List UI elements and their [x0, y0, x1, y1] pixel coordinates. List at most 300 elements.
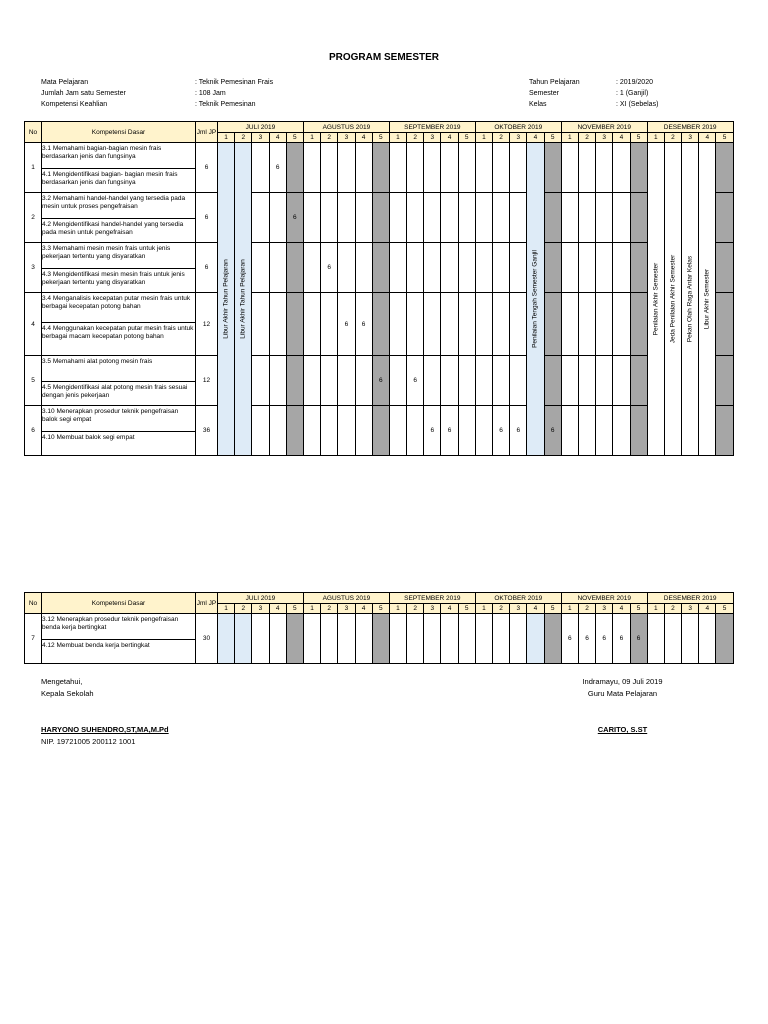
info-label: Kelas — [529, 101, 547, 108]
week-cell: 6 — [613, 614, 630, 664]
signature-right — [560, 676, 685, 736]
vertical-label: Libur Akhir Tahun Pelajaran — [239, 259, 247, 339]
week-cell — [510, 614, 527, 664]
week-cell — [716, 243, 733, 293]
week-cell — [561, 193, 578, 243]
week-header: 1 — [561, 604, 578, 614]
week-header: 5 — [716, 604, 733, 614]
page-title: PROGRAM SEMESTER — [328, 52, 439, 63]
row-number: 7 — [25, 614, 42, 664]
week-cell — [682, 614, 699, 664]
info-label: Mata Pelajaran — [41, 79, 89, 86]
week-cell — [578, 356, 595, 406]
week-cell — [269, 293, 286, 356]
week-header: 5 — [630, 604, 647, 614]
week-header: 3 — [682, 133, 699, 143]
week-cell: 6 — [338, 293, 355, 356]
jml-jp: 36 — [196, 406, 218, 456]
week-header: 3 — [252, 133, 269, 143]
week-cell: 6 — [372, 356, 389, 406]
week-cell — [424, 243, 441, 293]
week-cell — [424, 193, 441, 243]
month-header: AGUSTUS 2019 — [303, 593, 389, 604]
week-cell — [630, 143, 647, 193]
jml-jp: 12 — [196, 356, 218, 406]
week-cell — [578, 243, 595, 293]
week-cell — [407, 193, 424, 243]
week-cell — [321, 193, 338, 243]
week-cell — [561, 243, 578, 293]
vertical-label: Penilaian Akhir Semester — [652, 262, 660, 336]
week-header: 2 — [493, 604, 510, 614]
week-cell — [458, 143, 475, 193]
sign-left-line1: Mengetahui, — [41, 677, 83, 686]
kompetensi-dasar-4: 4.5 Mengidentifikasi alat potong mesin frais sesuai dengan jenis pekerjaan — [42, 382, 196, 406]
week-cell — [613, 356, 630, 406]
week-cell — [630, 356, 647, 406]
week-cell — [596, 356, 613, 406]
week-cell: 6 — [321, 243, 338, 293]
week-header: 1 — [647, 133, 664, 143]
week-header: 3 — [510, 604, 527, 614]
table-row — [25, 356, 734, 382]
week-header: 1 — [218, 133, 235, 143]
week-cell: 6 — [578, 614, 595, 664]
week-header: 4 — [613, 604, 630, 614]
week-cell — [355, 614, 372, 664]
week-cell — [510, 143, 527, 193]
week-cell — [303, 193, 320, 243]
week-cell — [424, 356, 441, 406]
week-header: 4 — [613, 133, 630, 143]
week-cell — [613, 293, 630, 356]
week-cell — [252, 143, 269, 193]
week-header: 4 — [699, 133, 716, 143]
week-header: 3 — [338, 133, 355, 143]
week-cell — [252, 193, 269, 243]
week-cell — [458, 406, 475, 456]
week-cell — [338, 356, 355, 406]
week-cell — [544, 614, 561, 664]
week-cell — [716, 614, 733, 664]
vertical-label-cell — [527, 143, 544, 456]
week-cell — [424, 143, 441, 193]
jml-jp: 6 — [196, 143, 218, 193]
week-cell — [578, 193, 595, 243]
kompetensi-dasar-3: 3.5 Memahami alat potong mesin frais — [42, 356, 196, 382]
week-cell — [252, 406, 269, 456]
month-header: AGUSTUS 2019 — [303, 122, 389, 133]
week-cell — [544, 143, 561, 193]
week-cell — [321, 293, 338, 356]
week-cell — [510, 193, 527, 243]
week-cell — [355, 356, 372, 406]
week-cell — [458, 614, 475, 664]
week-cell — [389, 293, 406, 356]
week-cell — [372, 293, 389, 356]
week-cell — [269, 614, 286, 664]
row-number: 6 — [25, 406, 42, 456]
week-cell — [303, 406, 320, 456]
week-cell — [338, 143, 355, 193]
week-cell — [510, 293, 527, 356]
week-header: 2 — [407, 604, 424, 614]
kompetensi-dasar-4: 4.2 Mengidentifikasi handel-handel yang tersedia pada mesin untuk pengefraisan — [42, 219, 196, 243]
table-row — [25, 243, 734, 269]
week-cell — [269, 406, 286, 456]
week-header: 5 — [544, 133, 561, 143]
week-header: 2 — [664, 604, 681, 614]
week-header: 5 — [544, 604, 561, 614]
sign-right-line1: Indramayu, 09 Juli 2019 — [582, 677, 663, 686]
week-cell — [613, 193, 630, 243]
info-right — [529, 77, 658, 110]
week-cell — [596, 193, 613, 243]
week-cell — [596, 406, 613, 456]
week-cell — [544, 243, 561, 293]
week-cell — [664, 614, 681, 664]
week-cell — [303, 243, 320, 293]
week-cell — [475, 143, 492, 193]
week-cell — [544, 193, 561, 243]
week-header: 3 — [596, 604, 613, 614]
week-cell — [441, 143, 458, 193]
week-cell — [716, 193, 733, 243]
week-cell — [355, 143, 372, 193]
week-cell — [475, 243, 492, 293]
week-header: 4 — [527, 604, 544, 614]
kompetensi-dasar-3: 3.1 Memahami bagian-bagian mesin frais berdasarkan jenis dan fungsinya — [42, 143, 196, 169]
week-cell — [407, 614, 424, 664]
table-row — [25, 614, 734, 640]
week-cell: 6 — [441, 406, 458, 456]
week-header: 2 — [493, 133, 510, 143]
week-header: 5 — [372, 604, 389, 614]
week-cell — [389, 193, 406, 243]
week-header: 4 — [441, 604, 458, 614]
week-cell — [630, 243, 647, 293]
week-cell — [578, 293, 595, 356]
week-cell — [286, 143, 303, 193]
week-cell — [407, 293, 424, 356]
week-header: 2 — [578, 133, 595, 143]
info-label: Kompetensi Keahlian — [41, 101, 108, 108]
info-value: : Teknik Pemesinan Frais — [195, 79, 274, 86]
week-cell: 6 — [630, 614, 647, 664]
kompetensi-dasar-3: 3.12 Menerapkan prosedur teknik pengefraisan benda kerja bertingkat — [42, 614, 196, 640]
week-cell — [475, 356, 492, 406]
week-header: 1 — [303, 604, 320, 614]
kompetensi-dasar-3: 3.10 Menerapkan prosedur teknik pengefraisan balok segi empat — [42, 406, 196, 432]
week-cell: 6 — [355, 293, 372, 356]
info-label: Semester — [529, 90, 559, 97]
week-cell — [338, 193, 355, 243]
week-cell — [613, 406, 630, 456]
kompetensi-dasar-4: 4.3 Mengidentifikasi mesin mesin frais untuk jenis pekerjaan tertentu yang disyaratkan — [42, 269, 196, 293]
month-header: OKTOBER 2019 — [475, 122, 561, 133]
week-cell — [286, 614, 303, 664]
week-header: 2 — [664, 133, 681, 143]
schedule-table — [24, 121, 734, 456]
week-cell — [441, 356, 458, 406]
week-cell — [493, 243, 510, 293]
month-header: DESEMBER 2019 — [647, 593, 733, 604]
week-cell — [458, 293, 475, 356]
schedule-table-continued — [24, 592, 734, 664]
week-cell — [252, 356, 269, 406]
week-cell — [355, 406, 372, 456]
week-cell: 6 — [407, 356, 424, 406]
vertical-label-cell — [647, 143, 664, 456]
week-cell: 6 — [561, 614, 578, 664]
kompetensi-dasar-4: 4.4 Menggunakan kecepatan putar mesin frais untuk berbagai macam kecepatan potong bahan — [42, 323, 196, 356]
vertical-label-cell — [682, 143, 699, 456]
week-header: 1 — [475, 133, 492, 143]
week-header: 5 — [716, 133, 733, 143]
week-cell — [493, 614, 510, 664]
info-label: Tahun Pelajaran — [529, 79, 580, 86]
week-header: 2 — [321, 133, 338, 143]
row-number: 5 — [25, 356, 42, 406]
week-header: 4 — [269, 133, 286, 143]
week-cell — [338, 243, 355, 293]
week-cell — [458, 243, 475, 293]
week-header: 5 — [458, 133, 475, 143]
vertical-label: Pekan Olah Raga Antar Kelas — [686, 255, 694, 343]
week-cell — [218, 614, 235, 664]
sign-left-name: HARYONO SUHENDRO,ST,MA,M.Pd — [41, 725, 169, 734]
week-cell — [475, 406, 492, 456]
vertical-label-cell — [699, 143, 716, 456]
week-cell — [321, 614, 338, 664]
week-cell — [252, 243, 269, 293]
header-no: No — [25, 593, 42, 614]
month-header: OKTOBER 2019 — [475, 593, 561, 604]
week-cell — [510, 356, 527, 406]
week-header: 1 — [389, 133, 406, 143]
month-header: NOVEMBER 2019 — [561, 593, 647, 604]
table-row — [25, 293, 734, 323]
kompetensi-dasar-3: 3.3 Memahami mesin mesin frais untuk jenis pekerjaan tertentu yang disyaratkan — [42, 243, 196, 269]
week-cell — [303, 614, 320, 664]
week-cell — [286, 293, 303, 356]
week-cell — [303, 293, 320, 356]
week-cell — [613, 243, 630, 293]
header-jml-jp: Jml JP — [196, 122, 218, 143]
week-cell — [372, 143, 389, 193]
info-value: : 2019/2020 — [616, 79, 653, 86]
week-cell — [252, 614, 269, 664]
week-cell: 6 — [510, 406, 527, 456]
week-header: 1 — [561, 133, 578, 143]
week-cell — [458, 356, 475, 406]
week-cell — [389, 143, 406, 193]
week-cell — [303, 356, 320, 406]
week-cell — [716, 293, 733, 356]
row-number: 4 — [25, 293, 42, 356]
week-header: 3 — [596, 133, 613, 143]
week-cell — [716, 356, 733, 406]
table-row — [25, 193, 734, 219]
week-cell — [493, 193, 510, 243]
week-cell — [286, 356, 303, 406]
week-cell — [407, 243, 424, 293]
week-header: 4 — [699, 604, 716, 614]
week-cell — [389, 243, 406, 293]
vertical-label-cell — [664, 143, 681, 456]
month-header: DESEMBER 2019 — [647, 122, 733, 133]
kompetensi-dasar-4: 4.10 Membuat balok segi empat — [42, 432, 196, 456]
week-header: 3 — [510, 133, 527, 143]
jml-jp: 6 — [196, 193, 218, 243]
week-header: 1 — [475, 604, 492, 614]
week-cell — [510, 243, 527, 293]
week-cell — [441, 614, 458, 664]
week-header: 2 — [235, 604, 252, 614]
week-header: 4 — [441, 133, 458, 143]
vertical-label-cell — [218, 143, 235, 456]
week-cell — [389, 356, 406, 406]
week-cell — [475, 293, 492, 356]
week-header: 1 — [218, 604, 235, 614]
week-cell — [372, 614, 389, 664]
week-cell — [544, 356, 561, 406]
month-header: SEPTEMBER 2019 — [389, 122, 475, 133]
kompetensi-dasar-4: 4.12 Membuat benda kerja bertingkat — [42, 640, 196, 664]
week-header: 5 — [286, 604, 303, 614]
week-header: 3 — [424, 604, 441, 614]
week-header: 5 — [286, 133, 303, 143]
table-row — [25, 143, 734, 169]
info-value: : XI (Sebelas) — [616, 101, 659, 108]
row-number: 3 — [25, 243, 42, 293]
week-cell — [235, 614, 252, 664]
info-label: Jumlah Jam satu Semester — [41, 90, 126, 97]
vertical-label: Jeda Penilaian Akhir Semester — [669, 254, 677, 344]
week-cell: 6 — [269, 143, 286, 193]
month-header: NOVEMBER 2019 — [561, 122, 647, 133]
week-cell — [596, 143, 613, 193]
week-cell — [630, 406, 647, 456]
week-cell — [372, 406, 389, 456]
header-jml-jp: Jml JP — [196, 593, 218, 614]
week-header: 3 — [424, 133, 441, 143]
week-header: 5 — [372, 133, 389, 143]
week-cell — [407, 143, 424, 193]
week-cell — [321, 143, 338, 193]
week-header: 1 — [303, 133, 320, 143]
week-header: 3 — [682, 604, 699, 614]
sign-right-line2: Guru Mata Pelajaran — [587, 689, 658, 698]
kompetensi-dasar-4: 4.1 Mengidentifikasi bagian- bagian mesin frais berdasarkan jenis dan fungsinya — [42, 169, 196, 193]
week-cell — [321, 356, 338, 406]
week-header: 2 — [578, 604, 595, 614]
week-cell — [647, 614, 664, 664]
info-value: : 108 Jam — [195, 90, 226, 97]
week-cell — [286, 243, 303, 293]
week-cell — [630, 293, 647, 356]
week-header: 2 — [321, 604, 338, 614]
vertical-label: Libur Akhir Tahun Pelajaran — [222, 259, 230, 339]
week-cell — [493, 143, 510, 193]
week-header: 3 — [252, 604, 269, 614]
sign-right-name: CARITO, S.ST — [597, 725, 648, 734]
vertical-label: Penilaian Tengah Semester Ganjil — [531, 250, 539, 348]
week-cell — [424, 614, 441, 664]
week-cell — [458, 193, 475, 243]
week-cell — [252, 293, 269, 356]
week-cell — [578, 406, 595, 456]
week-cell — [355, 243, 372, 293]
week-cell: 6 — [544, 406, 561, 456]
week-cell — [561, 293, 578, 356]
week-cell — [475, 193, 492, 243]
week-header: 2 — [235, 133, 252, 143]
week-cell — [699, 614, 716, 664]
week-cell — [493, 356, 510, 406]
month-header: JULI 2019 — [218, 122, 304, 133]
jml-jp: 30 — [196, 614, 218, 664]
week-cell — [596, 293, 613, 356]
week-cell — [561, 406, 578, 456]
month-header: JULI 2019 — [218, 593, 304, 604]
week-header: 4 — [269, 604, 286, 614]
week-cell — [269, 243, 286, 293]
week-cell — [716, 406, 733, 456]
week-cell — [596, 243, 613, 293]
week-cell — [407, 406, 424, 456]
vertical-label-cell — [235, 143, 252, 456]
week-header: 2 — [407, 133, 424, 143]
week-cell — [355, 193, 372, 243]
week-cell — [561, 143, 578, 193]
week-cell — [527, 614, 544, 664]
signature-left — [41, 676, 169, 748]
header-kompetensi-dasar: Kompetensi Dasar — [42, 593, 196, 614]
week-cell — [338, 406, 355, 456]
row-number: 2 — [25, 193, 42, 243]
week-header: 3 — [338, 604, 355, 614]
week-cell — [372, 193, 389, 243]
week-cell — [493, 293, 510, 356]
week-cell: 6 — [424, 406, 441, 456]
week-cell — [424, 293, 441, 356]
info-value: : Teknik Pemesinan — [195, 101, 256, 108]
sign-left-nip: NIP. 19721005 200112 1001 — [41, 737, 136, 746]
week-cell — [321, 406, 338, 456]
week-cell — [441, 293, 458, 356]
vertical-label: Libur Akhir Semester — [703, 268, 711, 330]
row-number: 1 — [25, 143, 42, 193]
week-header: 5 — [630, 133, 647, 143]
week-header: 4 — [355, 133, 372, 143]
week-cell — [716, 143, 733, 193]
table-row — [25, 406, 734, 432]
week-header: 1 — [389, 604, 406, 614]
sign-left-line2: Kepala Sekolah — [41, 689, 94, 698]
week-header: 1 — [647, 604, 664, 614]
week-cell — [372, 243, 389, 293]
week-header: 4 — [527, 133, 544, 143]
info-value: : 1 (Ganjil) — [616, 90, 649, 97]
week-cell — [303, 143, 320, 193]
week-cell: 6 — [596, 614, 613, 664]
week-header: 4 — [355, 604, 372, 614]
week-cell — [475, 614, 492, 664]
header-no: No — [25, 122, 42, 143]
month-header: SEPTEMBER 2019 — [389, 593, 475, 604]
week-cell — [269, 356, 286, 406]
